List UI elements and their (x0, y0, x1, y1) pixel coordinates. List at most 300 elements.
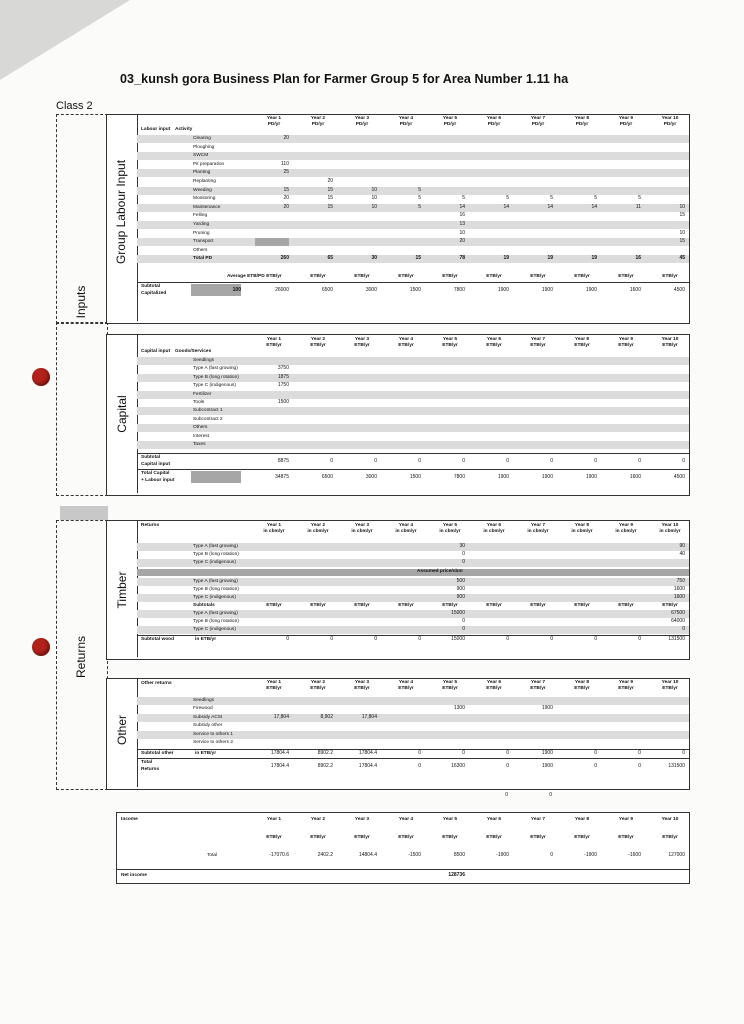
timber-type-label: Type C (indigenous) (193, 627, 236, 632)
timber-type-label: Type B (long rotation) (193, 587, 239, 592)
labour-subtotal-line (137, 282, 689, 283)
etb-unit-header: ETB/yr (310, 274, 326, 279)
capital-row (137, 399, 689, 407)
etb-unit-header: ETB/yr (618, 603, 634, 608)
year-header: Year 10 (661, 680, 679, 685)
labour-value: 25 (283, 169, 289, 176)
capital-item-label: Subcontract 2 (193, 416, 223, 422)
labour-value: 15 (327, 195, 333, 202)
total-returns-value: 0 (594, 763, 597, 770)
class-label: Class 2 (56, 100, 93, 112)
total-returns-label2: Returns (141, 767, 160, 773)
labour-row (137, 152, 689, 160)
labour-subtotal-value: 6500 (321, 287, 333, 293)
year-header: Year 10 (661, 817, 679, 822)
etb-unit-header: ETB/yr (574, 274, 590, 279)
unit-header: ETB/yr (662, 343, 678, 348)
capital-value: 3750 (277, 365, 289, 372)
year-header: Year 2 (310, 817, 326, 822)
capital-total-value: 6500 (321, 474, 333, 481)
etb-unit-header: ETB/yr (486, 603, 502, 608)
labour-value: 20 (459, 238, 465, 245)
labour-subtotal-value: 3000 (365, 287, 377, 293)
total-returns-value: 1900 (541, 763, 553, 770)
unit-header: PD/yr (311, 122, 325, 127)
other-item-label: Subsidy ACSI (193, 714, 223, 720)
timber-volume-value: 0 (462, 559, 465, 565)
etb-unit-header: ETB/yr (486, 274, 502, 279)
activity-label: Transport (193, 239, 214, 245)
year-header: Year 9 (618, 523, 634, 528)
other-subtotal-value: 17804.4 (358, 750, 377, 757)
timber-type-label: Type A (fast growing) (193, 544, 238, 549)
unit-header: in cbm/yr (483, 529, 505, 534)
unit-header: ETB/yr (354, 343, 370, 348)
labour-value: 5 (462, 195, 465, 202)
etb-unit-header: ETB/yr (354, 603, 370, 608)
year-header: Year 4 (398, 680, 414, 685)
timber-volume-value: 40 (679, 551, 685, 557)
other-returns-label: Other returns (141, 681, 172, 686)
unit-header: PD/yr (267, 122, 281, 127)
timber-subtotals-label: Subtotals (193, 603, 215, 608)
etb-unit-header: ETB/yr (310, 603, 326, 608)
wood-subtotal-unit: in ETB/yr (195, 637, 217, 642)
labour-value: 14 (591, 203, 597, 210)
labour-value: 13 (459, 221, 465, 227)
timber-subtotal-value: 0 (462, 626, 465, 632)
unit-header: PD/yr (531, 122, 545, 127)
labour-subtotal-value: 26000 (275, 287, 289, 293)
labour-value: 11 (635, 203, 641, 210)
year-header: Year 7 (530, 817, 546, 822)
net-income-line (117, 869, 689, 870)
labour-value: 15 (679, 238, 685, 245)
wood-subtotal-value: 0 (506, 636, 509, 642)
total-capital-grey-cell (191, 471, 241, 483)
labour-value: 14 (459, 203, 465, 210)
timber-type-label: Type A (fast growing) (193, 579, 238, 584)
year-header: Year 2 (310, 523, 326, 528)
unit-header: PD/yr (487, 122, 501, 127)
labour-value: 5 (594, 195, 597, 202)
labour-subtotal-value: 1900 (585, 287, 597, 293)
other-section-label: Other (115, 715, 129, 746)
unit-header: PD/yr (663, 122, 677, 127)
unit-header: ETB/yr (398, 835, 414, 840)
labour-subtotal-value: 1900 (541, 287, 553, 293)
etb-unit-header: ETB/yr (618, 274, 634, 279)
wood-subtotal-value: 0 (330, 636, 333, 642)
unit-header: ETB/yr (310, 835, 326, 840)
labour-col-header: Labour input (141, 127, 171, 132)
income-table (117, 813, 689, 883)
returns-label: Returns (74, 635, 88, 679)
unit-header: ETB/yr (398, 343, 414, 348)
year-header: Year 7 (530, 523, 546, 528)
income-total-value: -1500 (408, 852, 421, 858)
capital-item-label: Fertilizer (193, 391, 212, 397)
timber-section (106, 520, 690, 660)
year-header: Year 5 (442, 523, 458, 528)
etb-unit-header: ETB/yr (574, 603, 590, 608)
other-item-label: Service to others 1 (193, 731, 233, 737)
year-header: Year 8 (574, 116, 590, 121)
subtotal-label: Subtotal (141, 284, 161, 289)
labour-row (137, 221, 689, 229)
document-title: 03_kunsh gora Business Plan for Farmer Group 5 for Area Number 1.11 ha (120, 72, 569, 86)
total-returns-value: 17804.4 (270, 763, 289, 770)
timber-type-label: Type A (fast growing) (193, 611, 238, 616)
timber-subtotal-value: 0 (682, 626, 685, 632)
capital-subtotal-line (137, 453, 689, 454)
unit-header: PD/yr (355, 122, 369, 127)
other-subtotal-value: 8902.2 (317, 750, 333, 757)
activity-label: Clearing (193, 136, 211, 141)
labour-value: 110 (281, 160, 289, 167)
total-returns-value: 17804.4 (358, 763, 377, 770)
capital-row (137, 391, 689, 399)
labour-value: 19 (547, 255, 553, 262)
labour-value: 15 (327, 203, 333, 210)
price-header-row (137, 569, 689, 576)
labour-section-label: Group Labour Input (114, 159, 128, 265)
labour-row (137, 144, 689, 152)
unit-header: in cbm/yr (659, 529, 681, 534)
capital-subtotal-value: 0 (418, 458, 421, 465)
year-header: Year 5 (442, 337, 458, 342)
capital-total-value: 34875 (275, 474, 289, 481)
labour-subtotal-value: 7800 (453, 287, 465, 293)
labour-value: 10 (679, 229, 685, 236)
labour-value: 10 (459, 229, 465, 236)
unit-header: in cbm/yr (307, 529, 329, 534)
timber-subtotal-value: 15000 (451, 610, 465, 616)
income-section (116, 812, 690, 884)
labour-value: 15 (679, 212, 685, 219)
capital-item-label: Type C (indigenous) (193, 383, 236, 389)
unit-header: ETB/yr (574, 686, 590, 691)
labour-row (137, 169, 689, 177)
timber-type-label: Type B (long rotation) (193, 552, 239, 557)
etb-unit-header: ETB/yr (354, 274, 370, 279)
labour-value: 10 (371, 203, 377, 210)
capital-subtotal-value: 0 (374, 458, 377, 465)
year-header: Year 7 (530, 680, 546, 685)
goods-col-header: Goods/Services (175, 349, 212, 354)
year-header: Year 9 (618, 680, 634, 685)
activity-label: Yarding (193, 222, 210, 227)
activity-label: Maintenance (193, 204, 221, 210)
unit-header: ETB/yr (398, 686, 414, 691)
unit-header: in cbm/yr (615, 529, 637, 534)
wood-subtotal-value: 131500 (668, 636, 685, 642)
capital-total-value: 1900 (585, 474, 597, 481)
labour-value: 65 (327, 255, 333, 262)
labour-value: 30 (371, 255, 377, 262)
unit-header: ETB/yr (530, 835, 546, 840)
total-returns-value: 0 (418, 763, 421, 770)
year-header: Year 3 (354, 817, 370, 822)
timber-price-value: 900 (456, 586, 465, 592)
unit-header: PD/yr (619, 122, 633, 127)
other-item-label: Seedlings (193, 698, 215, 703)
activity-col-header: Activity (175, 127, 193, 132)
etb-unit-header: ETB/yr (266, 603, 282, 608)
unit-header: ETB/yr (574, 835, 590, 840)
year-header: Year 7 (530, 116, 546, 121)
year-header: Year 6 (486, 817, 502, 822)
unit-header: ETB/yr (310, 686, 326, 691)
labour-subtotal-value: 1900 (497, 287, 509, 293)
etb-unit-header: ETB/yr (530, 274, 546, 279)
year-header: Year 9 (618, 116, 634, 121)
etb-unit-header: ETB/yr (662, 274, 678, 279)
capital-total-value: 4500 (673, 474, 685, 481)
capital-value: 1875 (277, 373, 289, 380)
labour-value: 15 (327, 186, 333, 193)
year-header: Year 8 (574, 337, 590, 342)
total-returns-value: 131500 (668, 763, 685, 770)
capital-col-header: Capital input (141, 349, 171, 354)
wood-subtotal-value: 0 (418, 636, 421, 642)
capital-value: 1500 (277, 399, 289, 405)
labour-value: 20 (283, 203, 289, 210)
total-returns-value: 0 (506, 763, 509, 770)
year-header: Year 3 (354, 116, 370, 121)
income-total-value: -1900 (584, 852, 597, 858)
capital-subtotal-value: 0 (506, 458, 509, 465)
etb-unit-header: ETB/yr (398, 274, 414, 279)
capital-total-value: 1500 (409, 474, 421, 481)
other-table (137, 679, 689, 789)
etb-unit-header: ETB/yr (398, 603, 414, 608)
capital-input-label: Capital input (141, 462, 171, 468)
year-header: Year 6 (486, 116, 502, 121)
timber-price-value: 1600 (673, 594, 685, 600)
other-value: 17,804 (361, 713, 377, 720)
income-total-value: 127000 (668, 852, 685, 858)
other-subtotal-value: 0 (682, 750, 685, 757)
unit-header: ETB/yr (354, 835, 370, 840)
capital-total-value: 1900 (541, 474, 553, 481)
unit-header: ETB/yr (618, 686, 634, 691)
year-header: Year 6 (486, 680, 502, 685)
year-header: Year 4 (398, 337, 414, 342)
year-header: Year 7 (530, 337, 546, 342)
unit-header: ETB/yr (618, 343, 634, 348)
income-total-label: Total (207, 853, 218, 858)
labour-subtotal-value: 1600 (629, 287, 641, 293)
capital-row (137, 433, 689, 441)
income-total-value: 14804.4 (358, 852, 377, 858)
unit-header: ETB/yr (486, 343, 502, 348)
other-section (106, 678, 690, 790)
inputs-dashed-frame-lower (56, 322, 108, 496)
year-header: Year 3 (354, 680, 370, 685)
other-item-label: Firewood (193, 706, 213, 712)
capital-subtotal-value: 0 (550, 458, 553, 465)
etb-unit-header: ETB/yr (530, 603, 546, 608)
year-header: Year 4 (398, 817, 414, 822)
labour-value: 5 (418, 186, 421, 193)
capital-subtotal-value: 0 (330, 458, 333, 465)
unit-header: PD/yr (443, 122, 457, 127)
capital-item-label: Seedlings (193, 358, 215, 363)
wood-subtotal-label: Subtotal wood (141, 637, 175, 642)
labour-value: 16 (635, 255, 641, 262)
year-header: Year 3 (354, 523, 370, 528)
below-value: 0 (505, 792, 508, 798)
capital-subtotal-value: 0 (594, 458, 597, 465)
labour-value: 19 (591, 255, 597, 262)
wood-subtotal-value: 0 (550, 636, 553, 642)
total-returns-line (137, 758, 689, 759)
income-total-value: -17070.6 (269, 852, 289, 858)
labour-value: 260 (280, 255, 289, 262)
section-gap-bar (60, 506, 108, 520)
price-header: Assumed price/cbm (417, 569, 463, 574)
activity-label: Felling (193, 213, 208, 219)
capital-table (137, 335, 689, 495)
year-header: Year 10 (661, 523, 679, 528)
unit-header: ETB/yr (486, 686, 502, 691)
other-value: 1300 (453, 705, 465, 712)
year-header: Year 8 (574, 680, 590, 685)
capitalized-label: Capitalized (141, 291, 167, 296)
year-header: Year 4 (398, 523, 414, 528)
capital-item-label: Subcontract 1 (193, 408, 223, 414)
total-returns-value: 0 (638, 763, 641, 770)
other-value: 8,902 (320, 713, 333, 720)
year-header: Year 3 (354, 337, 370, 342)
year-header: Year 5 (442, 817, 458, 822)
unit-header: ETB/yr (442, 686, 458, 691)
year-header: Year 10 (661, 337, 679, 342)
unit-header: ETB/yr (574, 343, 590, 348)
capital-section (106, 334, 690, 496)
capital-item-label: Tools (193, 400, 205, 405)
year-header: Year 1 (266, 817, 282, 822)
returns-label: Returns (141, 523, 160, 528)
year-header: Year 6 (486, 523, 502, 528)
capital-total-line (137, 469, 689, 470)
labour-row (137, 238, 689, 246)
total-returns-value: 8902.2 (317, 763, 333, 770)
capital-subtotal-value: 0 (682, 458, 685, 465)
labour-value: 5 (418, 195, 421, 202)
year-header: Year 9 (618, 337, 634, 342)
other-subtotal-value: 17804.4 (270, 750, 289, 757)
other-item-label: Subsidy other (193, 723, 223, 729)
year-header: Year 1 (266, 680, 282, 685)
other-subtotal-unit: in ETB/yr (195, 751, 217, 757)
labour-value: 20 (327, 178, 333, 184)
timber-price-value: 750 (676, 578, 685, 584)
capital-subtotal-value: 0 (638, 458, 641, 465)
unit-header: ETB/yr (266, 835, 282, 840)
labour-row (137, 212, 689, 220)
other-below-values (106, 790, 688, 804)
etb-unit-header: ETB/yr (442, 603, 458, 608)
year-header: Year 8 (574, 523, 590, 528)
capital-total-value: 7800 (453, 474, 465, 481)
income-label: Income (121, 817, 138, 822)
wood-subtotal-value: 15000 (451, 636, 465, 642)
unit-header: ETB/yr (530, 686, 546, 691)
timber-type-label: Type C (indigenous) (193, 595, 236, 600)
income-total-value: 8500 (453, 852, 465, 858)
transport-highlight-cell (255, 238, 289, 246)
capital-item-label: Taxes (193, 442, 206, 447)
activity-label: Monitoring (193, 196, 216, 202)
labour-section (106, 114, 690, 324)
average-etb-label: Average ETB/PD (227, 274, 265, 279)
other-value: 17,804 (273, 713, 289, 720)
capital-total-value: 1600 (629, 474, 641, 481)
total-returns-label: Total (141, 760, 153, 766)
unit-header: in cbm/yr (395, 529, 417, 534)
net-income-label: Net income (121, 873, 147, 878)
capital-section-label: Capital (115, 395, 129, 433)
year-header: Year 2 (310, 116, 326, 121)
other-subtotal-value: 1900 (541, 750, 553, 757)
etb-unit-header: ETB/yr (266, 274, 282, 279)
activity-label: SWCM (193, 153, 209, 159)
capital-row (137, 441, 689, 449)
activity-label: Planting (193, 170, 211, 176)
total-capital-label2: + Labour input (141, 478, 175, 484)
unit-header: ETB/yr (442, 343, 458, 348)
capital-item-label: Others (193, 425, 208, 431)
wood-subtotal-value: 0 (286, 636, 289, 642)
wood-subtotal-value: 0 (374, 636, 377, 642)
year-header: Year 2 (310, 337, 326, 342)
timber-volume-value: 0 (462, 551, 465, 557)
capital-value: 1750 (277, 382, 289, 389)
unit-header: ETB/yr (530, 343, 546, 348)
activity-label: Weeding (193, 187, 212, 193)
other-item-label: Service to others 2 (193, 740, 233, 745)
year-header: Year 1 (266, 116, 282, 121)
labour-value: 19 (503, 255, 509, 262)
unit-header: in cbm/yr (439, 529, 461, 534)
unit-header: ETB/yr (354, 686, 370, 691)
below-value: 0 (549, 792, 552, 798)
activity-label: Ploughing (193, 144, 215, 150)
unit-header: ETB/yr (662, 686, 678, 691)
capital-row (137, 357, 689, 365)
activity-label: Total PD (193, 256, 213, 262)
other-subtotal-value: 0 (594, 750, 597, 757)
labour-value: 78 (459, 255, 465, 262)
unit-header: PD/yr (575, 122, 589, 127)
activity-label: Pruning (193, 230, 210, 236)
labour-value: 5 (638, 195, 641, 202)
capital-subtotal-label: Subtotal (141, 455, 161, 461)
unit-header: PD/yr (399, 122, 413, 127)
income-total-value: 0 (550, 852, 553, 858)
wood-subtotal-value: 0 (594, 636, 597, 642)
labour-table (137, 115, 689, 323)
labour-value: 20 (283, 195, 289, 202)
other-value: 1900 (541, 705, 553, 712)
labour-value: 14 (503, 203, 509, 210)
total-capital-label: Total Capital (141, 471, 170, 477)
year-header: Year 4 (398, 116, 414, 121)
unit-header: ETB/yr (266, 343, 282, 348)
capital-total-value: 1900 (497, 474, 509, 481)
